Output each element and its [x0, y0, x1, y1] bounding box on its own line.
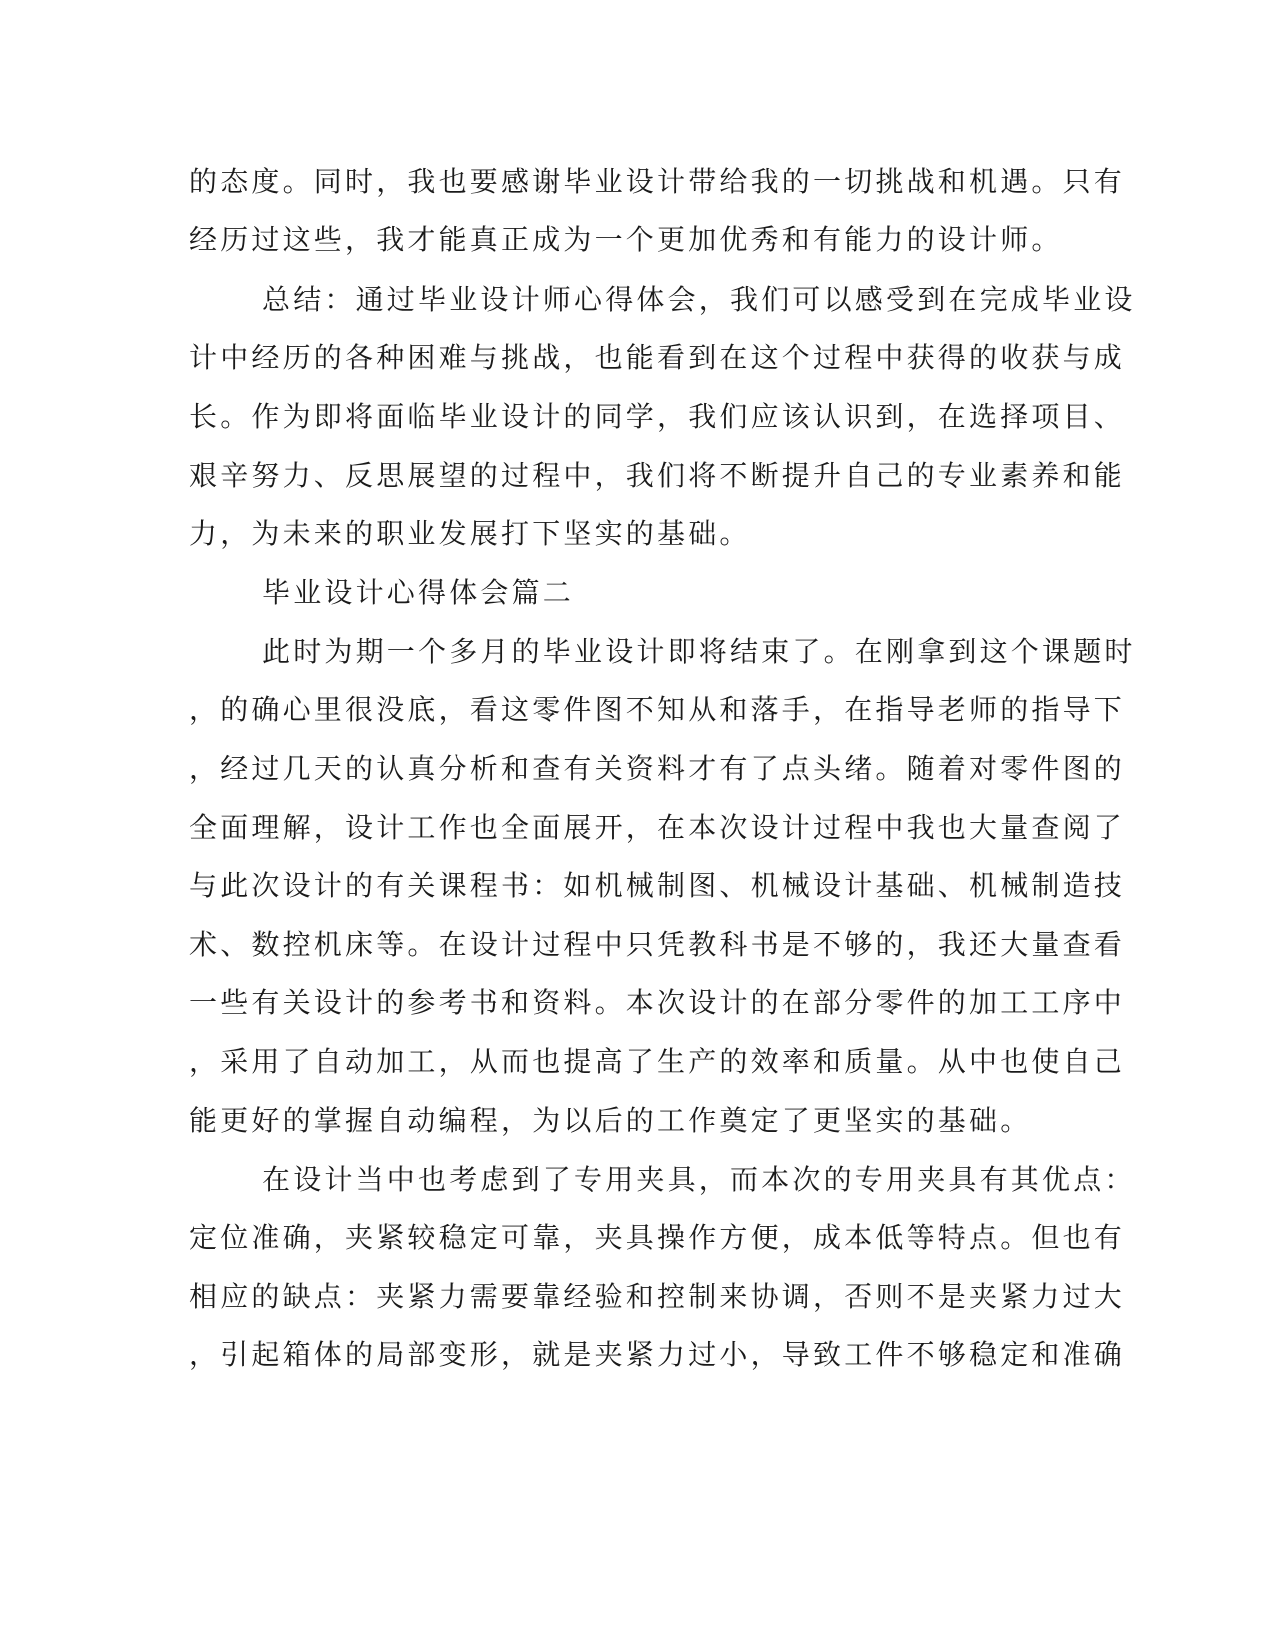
paragraph-start: 在设计当中也考虑到了专用夹具，而本次的专用夹具有其优点： — [262, 1163, 1136, 1196]
text-line: 与此次设计的有关课程书：如机械制图、机械设计基础、机械制造技 — [189, 869, 1126, 902]
section-heading: 毕业设计心得体会篇二 — [262, 576, 575, 609]
paragraph-start: 此时为期一个多月的毕业设计即将结束了。在刚拿到这个课题时 — [262, 635, 1136, 668]
text-line: 长。作为即将面临毕业设计的同学，我们应该认识到，在选择项目、 — [189, 400, 1126, 433]
text-line: ，引起箱体的局部变形，就是夹紧力过小，导致工件不够稳定和准确 — [189, 1338, 1126, 1371]
text-line: 定位准确，夹紧较稳定可靠，夹具操作方便，成本低等特点。但也有 — [189, 1221, 1126, 1254]
text-line: 力，为未来的职业发展打下坚实的基础。 — [189, 517, 751, 550]
text-line: 术、数控机床等。在设计过程中只凭教科书是不够的，我还大量查看 — [189, 928, 1126, 961]
text-line: 计中经历的各种困难与挑战，也能看到在这个过程中获得的收获与成 — [189, 341, 1126, 374]
text-line: 艰辛努力、反思展望的过程中，我们将不断提升自己的专业素养和能 — [189, 459, 1126, 492]
text-line: 相应的缺点：夹紧力需要靠经验和控制来协调，否则不是夹紧力过大 — [189, 1280, 1126, 1313]
text-line: ，的确心里很没底，看这零件图不知从和落手，在指导老师的指导下 — [189, 693, 1126, 726]
summary-paragraph-start: 总结：通过毕业设计师心得体会，我们可以感受到在完成毕业设 — [262, 283, 1136, 316]
text-line: 全面理解，设计工作也全面展开，在本次设计过程中我也大量查阅了 — [189, 811, 1126, 844]
text-line: 经历过这些，我才能真正成为一个更加优秀和有能力的设计师。 — [189, 223, 1063, 256]
text-line: 能更好的掌握自动编程，为以后的工作奠定了更坚实的基础。 — [189, 1104, 1032, 1137]
text-line: ，采用了自动加工，从而也提高了生产的效率和质量。从中也使自己 — [189, 1045, 1126, 1078]
text-line: ，经过几天的认真分析和查有关资料才有了点头绪。随着对零件图的 — [189, 752, 1126, 785]
text-line: 的态度。同时，我也要感谢毕业设计带给我的一切挑战和机遇。只有 — [189, 165, 1126, 198]
text-line: 一些有关设计的参考书和资料。本次设计的在部分零件的加工工序中 — [189, 986, 1126, 1019]
